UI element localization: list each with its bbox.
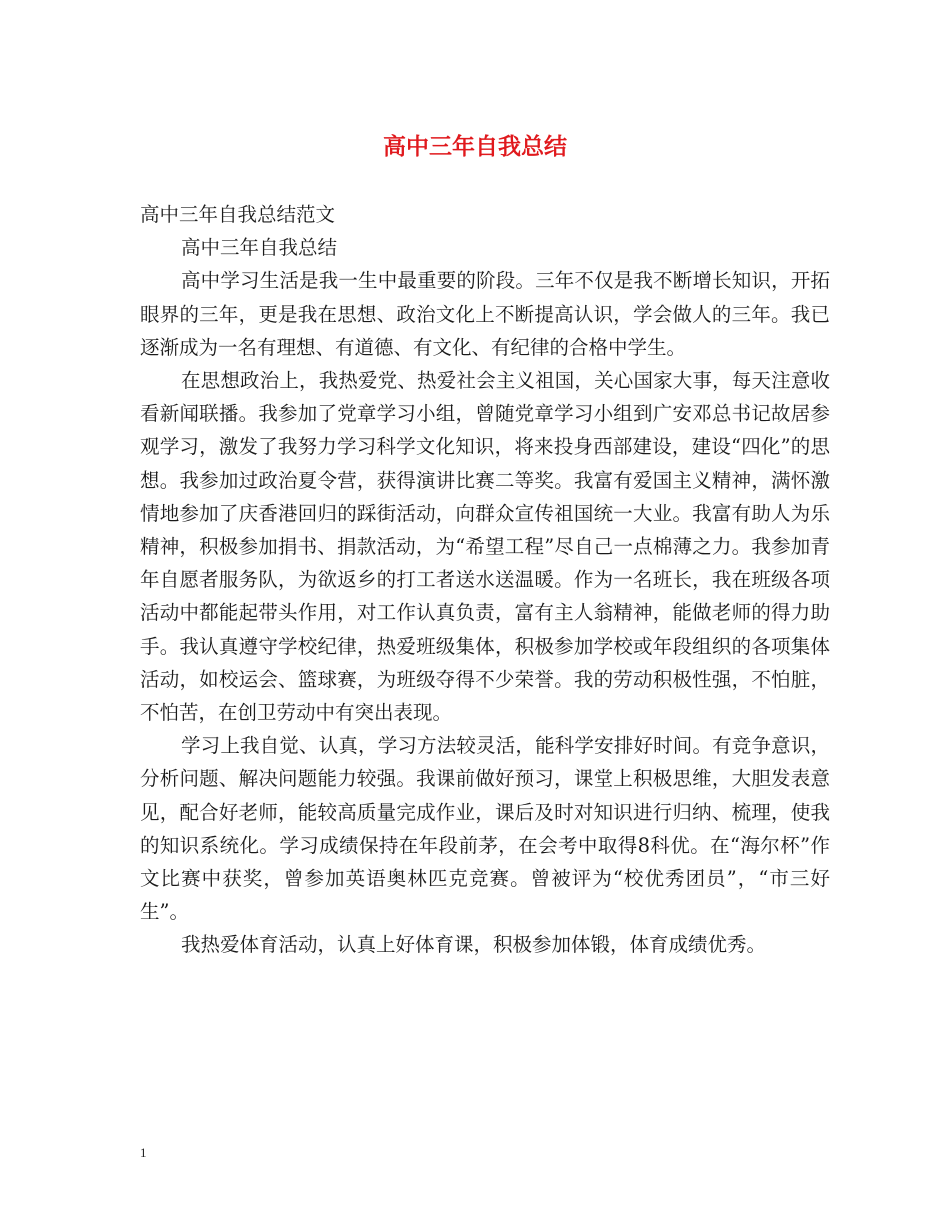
paragraph-politics: 在思想政治上，我热爱党、热爱社会主义祖国，关心国家大事，每天注意收看新闻联播。我参加了党章学习小组，曾随党章学习小组到广安邓总书记故居参观学习，激发了我努力学习科学文化知识，将来投身西部建设，建设“四化”的思想。我参加过政治夏令营，获得演讲比赛二等奖。我富有爱国主义精神，满怀激情地参加了庆香港回归的踩街活动，向群众宣传祖国统一大业。我富有助人为乐精神，积极参加捐书、捐款活动，为“希望工程”尽自己一点棉薄之力。我参加青年自愿者服务队，为欲返乡的打工者送水送温暖。作为一名班长，我在班级各项活动中都能起带头作用，对工作认真负责，富有主人翁精神，能做老师的得力助手。我认真遵守学校纪律，热爱班级集体，积极参加学校或年段组织的各项集体活动，如校运会、篮球赛，为班级夺得不少荣誉。我的劳动积极性强，不怕脏，不怕苦，在创卫劳动中有突出表现。 (140, 369, 830, 725)
paragraph-study: 学习上我自觉、认真，学习方法较灵活，能科学安排好时间。有竞争意识，分析问题、解决问题能力较强。我课前做好预习，课堂上积极思维，大胆发表意见，配合好老师，能较高质量完成作业，课后及时对知识进行归纳、梳理，使我的知识系统化。学习成绩保持在年段前茅，在会考中取得8科优。在“海尔杯”作文比赛中获奖，曾参加英语奥林匹克竞赛。曾被评为“校优秀团员”，“市三好生”。 (140, 734, 830, 924)
section-heading: 高中三年自我总结 (181, 236, 338, 260)
document-title: 高中三年自我总结 (383, 133, 567, 160)
paragraph-intro: 高中学习生活是我一生中最重要的阶段。三年不仅是我不断增长知识，开拓眼界的三年，更是我在思想、政治文化上不断提高认识，学会做人的三年。我已逐渐成为一名有理想、有道德、有文化、有纪律的合格中学生。 (140, 269, 830, 359)
document-body (140, 198, 830, 962)
paragraph-sports: 我热爱体育活动，认真上好体育课，积极参加体锻，体育成绩优秀。 (181, 933, 767, 957)
document-subtitle: 高中三年自我总结范文 (140, 203, 336, 226)
page-number: 1 (140, 1145, 147, 1160)
